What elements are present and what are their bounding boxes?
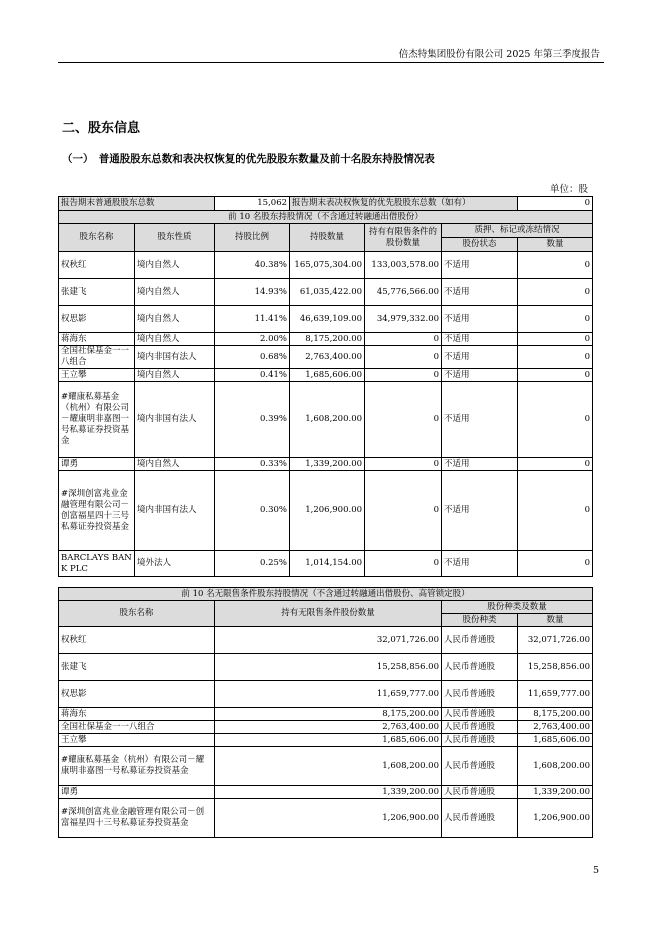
- cell-amount: 1,685,606.00: [215, 734, 442, 747]
- cell-qty: 0: [518, 306, 593, 333]
- table-row: [59, 734, 593, 747]
- cell-amount: 1,339,200.00: [290, 458, 365, 471]
- common-holders-value: 15,062: [215, 197, 290, 211]
- cell-qty: 0: [518, 458, 593, 471]
- preferred-holders-value: 0: [518, 197, 593, 211]
- cell-nature: 境内自然人: [135, 306, 215, 333]
- cell-name: 谭勇: [59, 786, 215, 799]
- cell-amount: 1,608,200.00: [215, 747, 442, 786]
- cell-qty: 1,206,900.00: [518, 799, 593, 838]
- cell-type: 人民币普通股: [442, 721, 518, 734]
- cell-name: 权秋红: [59, 252, 135, 279]
- cell-type: 人民币普通股: [442, 627, 518, 654]
- header-amount: 持股数量: [290, 224, 365, 252]
- cell-ratio: 0.41%: [215, 369, 290, 382]
- cell-nature: 境内自然人: [135, 279, 215, 306]
- cell-ratio: 40.38%: [215, 252, 290, 279]
- header-restricted: 持有有限售条件的股份数量: [365, 224, 442, 252]
- cell-nature: 境内自然人: [135, 252, 215, 279]
- cell-name: 王立攀: [59, 734, 215, 747]
- cell-restricted: 0: [365, 458, 442, 471]
- unit-label: 单位：股: [549, 184, 588, 195]
- cell-type: 人民币普通股: [442, 654, 518, 681]
- table-row: [59, 708, 593, 721]
- cell-ratio: 11.41%: [215, 306, 290, 333]
- cell-name: 全国社保基金一一八组合: [59, 721, 215, 734]
- sub-title: （一） 普通股股东总数和表决权恢复的优先股股东数量及前十名股东持股情况表: [62, 153, 435, 165]
- table-row: [59, 799, 593, 838]
- cell-status: 不适用: [442, 369, 518, 382]
- cell-name: 权思影: [59, 306, 135, 333]
- u-header-type: 股份种类: [442, 614, 518, 627]
- cell-amount: 1,339,200.00: [215, 786, 442, 799]
- cell-amount: 165,075,304.00: [290, 252, 365, 279]
- table-row: [59, 252, 593, 279]
- cell-nature: 境内非国有法人: [135, 471, 215, 551]
- cell-type: 人民币普通股: [442, 708, 518, 721]
- cell-status: 不适用: [442, 458, 518, 471]
- u-header-name: 股东名称: [59, 601, 215, 627]
- header-name: 股东名称: [59, 224, 135, 252]
- cell-type: 人民币普通股: [442, 799, 518, 838]
- cell-amount: 11,659,777.00: [215, 681, 442, 708]
- cell-name: 张建飞: [59, 279, 135, 306]
- cell-name: 谭勇: [59, 458, 135, 471]
- cell-restricted: 0: [365, 471, 442, 551]
- u-header-amount: 持有无限售条件股份数量: [215, 601, 442, 627]
- cell-amount: 15,258,856.00: [215, 654, 442, 681]
- table-row: [59, 551, 593, 577]
- page-number: 5: [592, 865, 599, 876]
- cell-nature: 境内自然人: [135, 458, 215, 471]
- cell-restricted: 0: [365, 369, 442, 382]
- cell-restricted: 34,979,332.00: [365, 306, 442, 333]
- cell-type: 人民币普通股: [442, 786, 518, 799]
- cell-amount: 8,175,200.00: [215, 708, 442, 721]
- table-row: [59, 306, 593, 333]
- cell-name: #深圳创富兆业金融管理有限公司－创富福星四十三号私募证券投资基金: [59, 471, 135, 551]
- cell-ratio: 0.39%: [215, 382, 290, 458]
- cell-qty: 0: [518, 369, 593, 382]
- table-row: [59, 721, 593, 734]
- header-ratio: 持股比例: [215, 224, 290, 252]
- cell-qty: 0: [518, 346, 593, 369]
- cell-qty: 0: [518, 382, 593, 458]
- header-divider: [58, 62, 604, 63]
- cell-status: 不适用: [442, 333, 518, 346]
- u-header-type-group: 股份种类及数量: [442, 601, 593, 614]
- cell-status: 不适用: [442, 346, 518, 369]
- table-row: [59, 346, 593, 369]
- cell-nature: 境内自然人: [135, 333, 215, 346]
- cell-name: 张建飞: [59, 654, 215, 681]
- cell-qty: 15,258,856.00: [518, 654, 593, 681]
- cell-name: #耀康私募基金（杭州）有限公司－耀康明非嘉图一号私募证券投资基金: [59, 747, 215, 786]
- cell-nature: 境内非国有法人: [135, 382, 215, 458]
- page-header: 倍杰特集团股份有限公司 2025 年第三季度报告: [398, 49, 600, 60]
- cell-restricted: 0: [365, 346, 442, 369]
- cell-restricted: 0: [365, 382, 442, 458]
- u-header-qty: 数量: [518, 614, 593, 627]
- cell-nature: 境内非国有法人: [135, 346, 215, 369]
- cell-amount: 1,685,606.00: [290, 369, 365, 382]
- cell-amount: 1,206,900.00: [290, 471, 365, 551]
- cell-type: 人民币普通股: [442, 734, 518, 747]
- table-row: [59, 654, 593, 681]
- cell-qty: 1,685,606.00: [518, 734, 593, 747]
- cell-amount: 32,071,726.00: [215, 627, 442, 654]
- cell-ratio: 0.68%: [215, 346, 290, 369]
- cell-amount: 46,639,109.00: [290, 306, 365, 333]
- table-row: [59, 786, 593, 799]
- cell-ratio: 0.25%: [215, 551, 290, 577]
- cell-amount: 2,763,400.00: [290, 346, 365, 369]
- cell-name: BARCLAYS BANK PLC: [59, 551, 135, 577]
- cell-amount: 1,014,154.00: [290, 551, 365, 577]
- cell-name: 全国社保基金一一八组合: [59, 346, 135, 369]
- top10-caption: 前 10 名股东持股情况（不含通过转融通出借股份）: [59, 211, 593, 224]
- cell-status: 不适用: [442, 551, 518, 577]
- cell-name: 蒋海东: [59, 708, 215, 721]
- cell-status: 不适用: [442, 306, 518, 333]
- cell-status: 不适用: [442, 252, 518, 279]
- cell-status: 不适用: [442, 382, 518, 458]
- unrestricted-caption: 前 10 名无限售条件股东持股情况（不含通过转融通出借股份、高管锁定股）: [59, 588, 593, 601]
- cell-qty: 0: [518, 551, 593, 577]
- cell-restricted: 0: [365, 551, 442, 577]
- cell-status: 不适用: [442, 279, 518, 306]
- cell-qty: 0: [518, 252, 593, 279]
- unrestricted-shareholders-table: [58, 587, 593, 838]
- header-qty: 数量: [518, 238, 593, 252]
- cell-ratio: 0.30%: [215, 471, 290, 551]
- cell-type: 人民币普通股: [442, 681, 518, 708]
- table-row: [59, 279, 593, 306]
- cell-type: 人民币普通股: [442, 747, 518, 786]
- cell-restricted: 133,003,578.00: [365, 252, 442, 279]
- table-row: [59, 747, 593, 786]
- cell-qty: 0: [518, 471, 593, 551]
- cell-qty: 8,175,200.00: [518, 708, 593, 721]
- table-row: [59, 369, 593, 382]
- cell-restricted: 45,776,566.00: [365, 279, 442, 306]
- cell-qty: 0: [518, 333, 593, 346]
- cell-name: #深圳创富兆业金融管理有限公司－创富福星四十三号私募证券投资基金: [59, 799, 215, 838]
- cell-ratio: 2.00%: [215, 333, 290, 346]
- cell-amount: 1,608,200.00: [290, 382, 365, 458]
- header-nature: 股东性质: [135, 224, 215, 252]
- cell-qty: 1,608,200.00: [518, 747, 593, 786]
- cell-name: 权秋红: [59, 627, 215, 654]
- cell-status: 不适用: [442, 471, 518, 551]
- table-row: [59, 382, 593, 458]
- cell-qty: 11,659,777.00: [518, 681, 593, 708]
- cell-amount: 2,763,400.00: [215, 721, 442, 734]
- top10-shareholders-table: [58, 196, 593, 577]
- cell-nature: 境外法人: [135, 551, 215, 577]
- cell-amount: 61,035,422.00: [290, 279, 365, 306]
- common-holders-label: 报告期末普通股股东总数: [59, 197, 215, 211]
- table-row: [59, 458, 593, 471]
- cell-qty: 0: [518, 279, 593, 306]
- cell-ratio: 0.33%: [215, 458, 290, 471]
- cell-qty: 2,763,400.00: [518, 721, 593, 734]
- header-pledge: 质押、标记或冻结情况: [442, 224, 593, 238]
- preferred-holders-label: 报告期末表决权恢复的优先股股东总数（如有）: [290, 197, 518, 211]
- table-row: [59, 333, 593, 346]
- cell-amount: 8,175,200.00: [290, 333, 365, 346]
- cell-name: 蒋海东: [59, 333, 135, 346]
- cell-qty: 1,339,200.00: [518, 786, 593, 799]
- cell-amount: 1,206,900.00: [215, 799, 442, 838]
- cell-name: 权思影: [59, 681, 215, 708]
- cell-ratio: 14.93%: [215, 279, 290, 306]
- section-title: 二、股东信息: [62, 121, 141, 136]
- table-row: [59, 681, 593, 708]
- header-status: 股份状态: [442, 238, 518, 252]
- table-row: [59, 471, 593, 551]
- cell-name: #耀康私募基金（杭州）有限公司－耀康明非嘉图一号私募证券投资基金: [59, 382, 135, 458]
- cell-qty: 32,071,726.00: [518, 627, 593, 654]
- cell-name: 王立攀: [59, 369, 135, 382]
- table-row: [59, 627, 593, 654]
- cell-restricted: 0: [365, 333, 442, 346]
- cell-nature: 境内自然人: [135, 369, 215, 382]
